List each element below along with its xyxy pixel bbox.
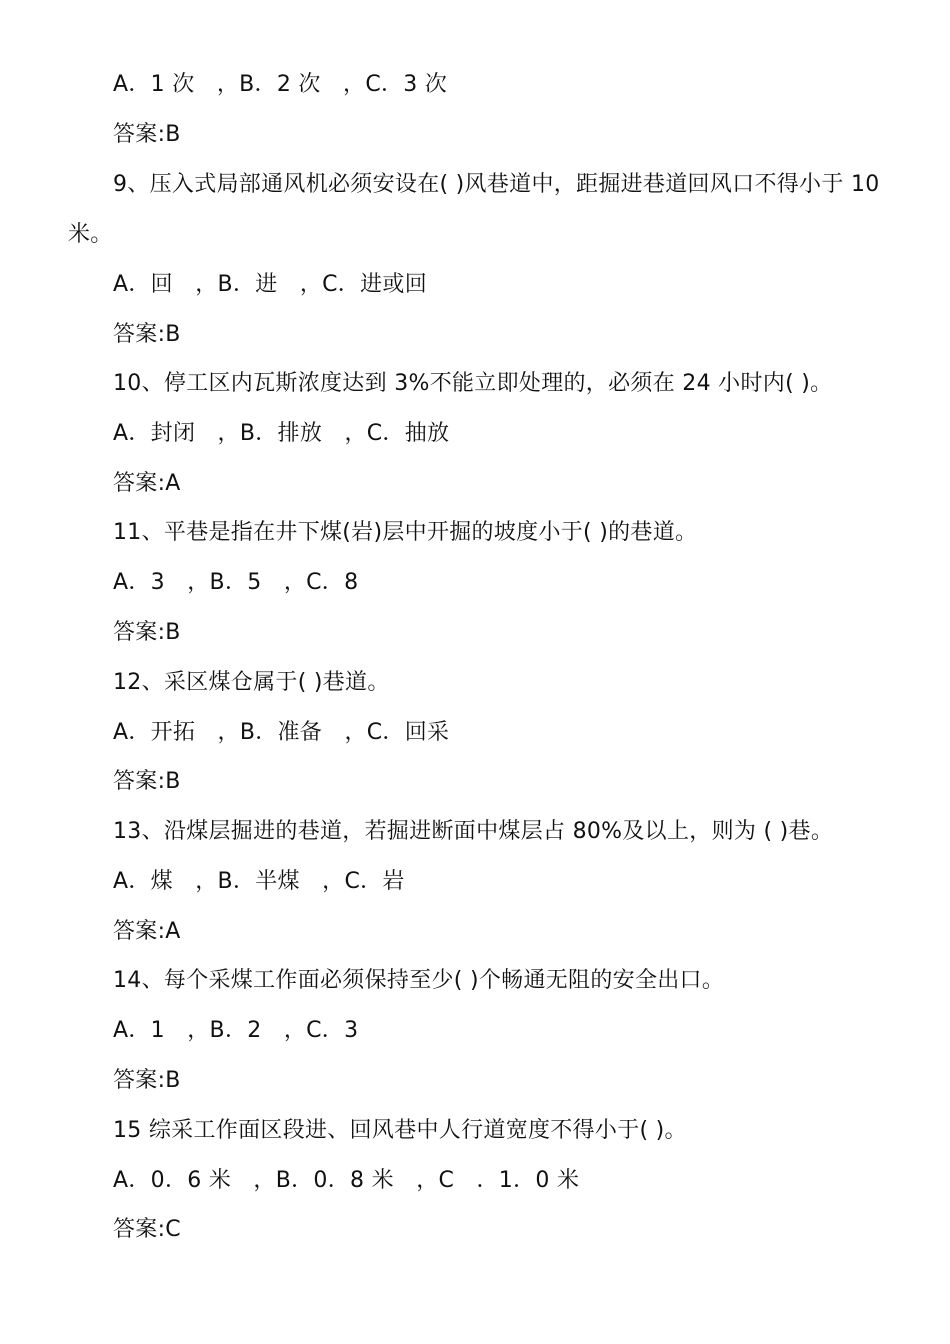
- q15-question: 15 综采工作面区段进、回风巷中人行道宽度不得小于( )。: [113, 1118, 687, 1143]
- q9-question-continuation: 米。: [68, 222, 113, 247]
- q11-answer: 答案:B: [113, 620, 181, 645]
- q9-answer: 答案:B: [113, 322, 181, 347]
- q11-question: 11、平巷是指在井下煤(岩)层中开掘的坡度小于( )的巷道。: [113, 520, 698, 545]
- q10-answer: 答案:A: [113, 471, 181, 496]
- q8-answer: 答案:B: [113, 122, 181, 147]
- q9-options: A．回 ，B．进 ，C．进或回: [113, 272, 428, 297]
- q14-answer: 答案:B: [113, 1068, 181, 1093]
- q11-options: A．3 ，B．5 ，C．8: [113, 570, 359, 595]
- q12-answer: 答案:B: [113, 769, 181, 794]
- q12-question: 12、采区煤仓属于( )巷道。: [113, 670, 390, 695]
- q15-options: A．0．6 米 ，B．0．8 米 ，C ．1．0 米: [113, 1168, 580, 1193]
- q13-question: 13、沿煤层掘进的巷道，若掘进断面中煤层占 80%及以上，则为 ( )巷。: [113, 819, 834, 844]
- q9-question: 9、压入式局部通风机必须安设在( )风巷道中，距掘进巷道回风口不得小于 10: [113, 172, 880, 197]
- q8-options: A．1 次 ，B．2 次 ，C．3 次: [113, 72, 448, 97]
- q14-options: A．1 ，B．2 ，C．3: [113, 1018, 359, 1043]
- q15-answer: 答案:C: [113, 1217, 181, 1242]
- q12-options: A．开拓 ，B．准备 ，C．回采: [113, 720, 450, 745]
- q10-options: A．封闭 ，B．排放 ，C．抽放: [113, 421, 450, 446]
- q13-options: A．煤 ，B．半煤 ，C．岩: [113, 869, 405, 894]
- q10-question: 10、停工区内瓦斯浓度达到 3%不能立即处理的，必须在 24 小时内( )。: [113, 371, 833, 396]
- q14-question: 14、每个采煤工作面必须保持至少( )个畅通无阻的安全出口。: [113, 968, 725, 993]
- q13-answer: 答案:A: [113, 919, 181, 944]
